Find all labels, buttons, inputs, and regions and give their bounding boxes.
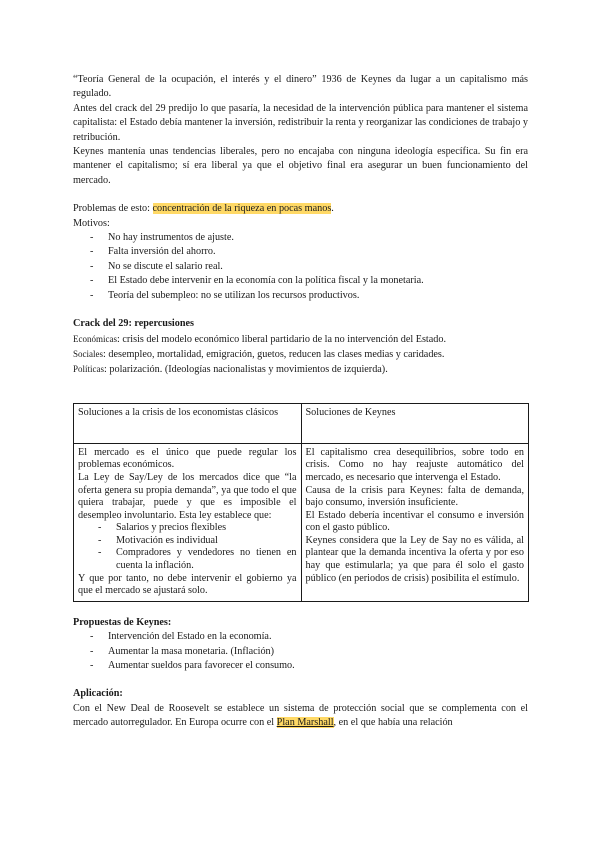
list-item: - No hay instrumentos de ajuste. — [73, 231, 528, 245]
row-label: Sociales — [73, 348, 103, 359]
intro-paragraph-1: “Teoría General de la ocupación, el interés y el dinero” 1936 de Keynes da lugar a un capitalismo más regulado. — [73, 74, 528, 100]
row-text: : desempleo, mortalidad, emigración, guetos, reducen las clases medias y caridades. — [103, 348, 445, 360]
crack-row-economicas — [73, 332, 528, 347]
row-label: Políticas — [73, 364, 104, 375]
intro-paragraph-2: Antes del crack del 29 predijo lo que pasaría, la necesidad de la intervención pública para mantener el sistema capitalista: el Estado debía mantener la inversión, redistribuir la renta y reorganizar las condiciones de trabajo y retribución. — [73, 102, 528, 143]
problemas-highlight: concentración de la riqueza en pocas manos — [152, 203, 332, 215]
table-header-left: Soluciones a la crisis de los economistas clásicos — [74, 403, 302, 443]
problemas-prefix: Problemas de esto: — [73, 203, 153, 215]
row-label: Económicas — [73, 333, 117, 344]
propuestas-list — [73, 630, 528, 673]
list-item: - Compradores y vendedores no tienen en cuenta la inflación. — [78, 547, 297, 572]
list-item: - Falta inversión del ahorro. — [73, 245, 528, 259]
left-paragraph-3: Y que por tanto, no debe intervenir el gobierno ya que el mercado se ajustará solo. — [78, 572, 297, 597]
propuestas-heading: Propuestas de Keynes: — [73, 616, 172, 628]
left-paragraph-2: La Ley de Say/Ley de los mercados dice que “la oferta genera su propia demanda”, ya que todo el que quiera trabajar, puede y que es imposible el desempleo involuntario. Esta ley establece que: — [78, 471, 297, 521]
comparison-table — [73, 403, 529, 602]
list-item: - Salarios y precios flexibles — [78, 522, 297, 535]
problemas-suffix: . — [331, 203, 334, 215]
table-row — [74, 443, 529, 601]
list-item: - Teoría del subempleo: no se utilizan los recursos productivos. — [73, 289, 528, 303]
list-item: - Motivación es individual — [78, 535, 297, 548]
crack-row-politicas — [73, 362, 528, 377]
list-item: - Intervención del Estado en la economía. — [73, 630, 528, 644]
table-header-row — [74, 403, 529, 443]
right-paragraph-2: Causa de la crisis para Keynes: falta de demanda, bajo consumo, inversión insuficiente. — [305, 484, 524, 509]
aplicacion-heading: Aplicación: — [73, 688, 123, 700]
crack-heading: Crack del 29: repercusiones — [73, 318, 195, 330]
intro-paragraph-3: Keynes mantenía unas tendencias liberales, pero no encajaba con ninguna ideología específica. Su fin era mantener el capitalismo; sí era liberal ya que el objetivo final era asegurar un buen funcionamiento del mercado. — [73, 146, 528, 186]
aplicacion-text-after: , en el que había una relación — [333, 717, 453, 729]
left-paragraph-1: El mercado es el único que puede regular los problemas económicos. — [78, 446, 297, 471]
right-paragraph-4: Keynes considera que la Ley de Say no es válida, al plantear que la demanda incentiva la oferta y por eso hay que estimularla; ya que para él solo el gasto público (en periodos de crisis) posibilita el estímulo. — [305, 534, 524, 584]
table-cell-right — [301, 443, 529, 601]
plan-marshall-highlight: Plan Marshall — [276, 717, 334, 729]
table-cell-left — [74, 443, 302, 601]
table-header-right: Soluciones de Keynes — [301, 403, 529, 443]
aplicacion-paragraph — [73, 702, 528, 731]
row-text: : crisis del modelo económico liberal partidario de la no intervención del Estado. — [117, 333, 447, 345]
list-item: - Aumentar la masa monetaria. (Inflación) — [73, 645, 528, 659]
list-item: - No se discute el salario real. — [73, 260, 528, 274]
list-item: - El Estado debe intervenir en la economía con la política fiscal y la monetaria. — [73, 274, 528, 288]
motivos-label: Motivos: — [73, 217, 110, 229]
list-item: - Aumentar sueldos para favorecer el consumo. — [73, 659, 528, 673]
right-paragraph-3: El Estado debería incentivar el consumo e inversión con el gasto público. — [305, 509, 524, 534]
problemas-line — [73, 202, 528, 216]
aplicacion-text-before: Con el New Deal de Roosevelt se establece un sistema de protección social que se complementa con el mercado autorregulador. En Europa ocurre con el — [73, 702, 528, 729]
motivos-list — [73, 231, 528, 303]
say-law-list — [78, 522, 297, 572]
right-paragraph-1: El capitalismo crea desequilibrios, sobre todo en crisis. Como no hay reajuste automático del mercado, es necesario que intervenga el Estado. — [305, 446, 524, 483]
crack-row-sociales — [73, 347, 528, 362]
document-body — [73, 73, 528, 731]
row-text: : polarización. (Ideologías nacionalistas y movimientos de izquierda). — [104, 364, 388, 376]
